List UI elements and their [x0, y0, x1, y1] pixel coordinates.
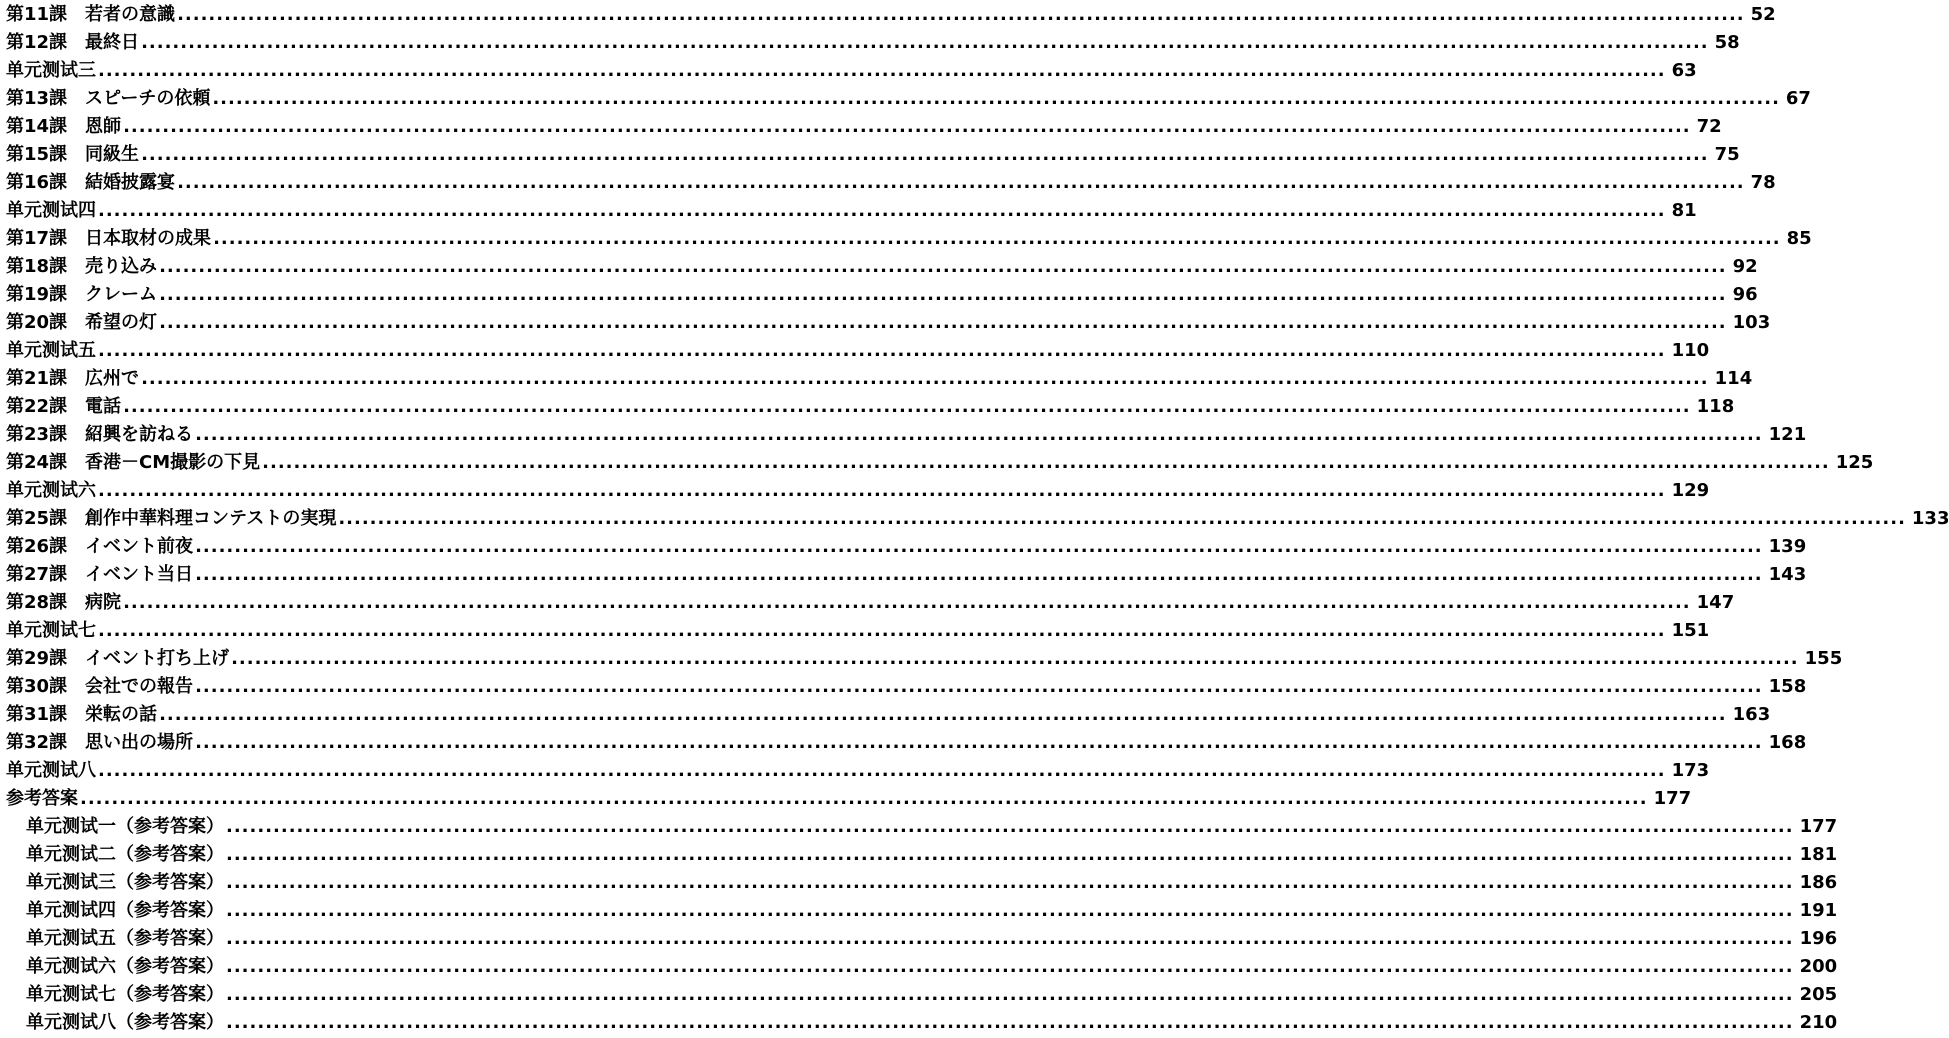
dot-leader: ........................................................................................................................................................................................................: [226, 956, 1794, 977]
dot-leader: ........................................................................................................................................................................................................: [226, 984, 1794, 1005]
dot-leader: ........................................................................................................................................................................................................: [141, 368, 1709, 389]
toc-entry[interactable]: [26, 981, 1838, 1009]
toc-entry[interactable]: [6, 57, 1697, 85]
dot-leader: ........................................................................................................................................................................................................: [213, 228, 1781, 249]
dot-leader: ........................................................................................................................................................................................................: [195, 676, 1763, 697]
toc-entry[interactable]: [6, 701, 1771, 729]
toc-entry-page-number: 158: [1768, 676, 1807, 697]
toc-entry[interactable]: [6, 169, 1776, 197]
toc-entry[interactable]: [26, 813, 1838, 841]
toc-entry-page-number: 205: [1799, 984, 1838, 1005]
dot-leader: ........................................................................................................................................................................................................: [98, 620, 1666, 641]
toc-entry-title: 第12課 最終日: [6, 32, 140, 53]
toc-entry-title: 第15課 同級生: [6, 144, 140, 165]
toc-entry-page-number: 133: [1911, 508, 1949, 529]
toc-entry-title: 单元测试八（参考答案）: [26, 1012, 224, 1033]
dot-leader: ........................................................................................................................................................................................................: [177, 4, 1745, 25]
toc-entry[interactable]: [6, 85, 1811, 113]
toc-entry-title: 单元测试一（参考答案）: [26, 816, 224, 837]
toc-entry-page-number: 177: [1653, 788, 1692, 809]
toc-entry-title: 参考答案: [6, 788, 78, 809]
toc-entry-title: 第18課 売り込み: [6, 256, 158, 277]
dot-leader: ........................................................................................................................................................................................................: [98, 760, 1666, 781]
toc-entry-page-number: 72: [1696, 116, 1722, 137]
toc-entry[interactable]: [6, 253, 1758, 281]
toc-entry-page-number: 125: [1835, 452, 1874, 473]
toc-entry[interactable]: [6, 505, 1949, 533]
toc-entry-title: 第14課 恩師: [6, 116, 122, 137]
dot-leader: ........................................................................................................................................................................................................: [195, 732, 1763, 753]
toc-entry-title: 单元测试七（参考答案）: [26, 984, 224, 1005]
toc-entry-page-number: 114: [1714, 368, 1753, 389]
toc-entry-title: 第16課 結婚披露宴: [6, 172, 176, 193]
toc-entry[interactable]: [6, 113, 1722, 141]
toc-entry-title: 第31課 栄転の話: [6, 704, 158, 725]
toc-entry-page-number: 163: [1732, 704, 1771, 725]
toc-entry[interactable]: [26, 953, 1838, 981]
toc-entry-title: 第24課 香港－CM撮影の下見: [6, 452, 261, 473]
toc-entry-title: 单元测试七: [6, 620, 96, 641]
toc-entry-page-number: 143: [1768, 564, 1807, 585]
toc-entry[interactable]: [6, 309, 1771, 337]
toc-entry-title: 第25課 創作中華料理コンテストの実現: [6, 508, 337, 529]
toc-entry-page-number: 96: [1732, 284, 1758, 305]
toc-entry-page-number: 75: [1714, 144, 1740, 165]
toc-entry-page-number: 210: [1799, 1012, 1838, 1033]
toc-entry-page-number: 52: [1750, 4, 1776, 25]
dot-leader: ........................................................................................................................................................................................................: [226, 844, 1794, 865]
toc-entry-title: 单元测试四（参考答案）: [26, 900, 224, 921]
toc-entry-page-number: 58: [1714, 32, 1740, 53]
toc-entry[interactable]: [26, 841, 1838, 869]
toc-entry-page-number: 200: [1799, 956, 1838, 977]
toc-entry-title: 第27課 イベント当日: [6, 564, 194, 585]
toc-entry[interactable]: [6, 785, 1692, 813]
dot-leader: ........................................................................................................................................................................................................: [98, 60, 1666, 81]
toc-entry-title: 单元测试四: [6, 200, 96, 221]
toc-entry-title: 单元测试六（参考答案）: [26, 956, 224, 977]
toc-entry-title: 单元测试五（参考答案）: [26, 928, 224, 949]
dot-leader: ........................................................................................................................................................................................................: [123, 116, 1691, 137]
toc-entry-page-number: 177: [1799, 816, 1838, 837]
toc-entry-title: 单元测试八: [6, 760, 96, 781]
dot-leader: ........................................................................................................................................................................................................: [338, 508, 1906, 529]
toc-entry[interactable]: [26, 1009, 1838, 1037]
toc-entry[interactable]: [26, 925, 1838, 953]
toc-entry-title: 第28課 病院: [6, 592, 122, 613]
dot-leader: ........................................................................................................................................................................................................: [159, 284, 1727, 305]
dot-leader: ........................................................................................................................................................................................................: [98, 200, 1666, 221]
toc-entry-title: 第20課 希望の灯: [6, 312, 158, 333]
toc-entry[interactable]: [6, 421, 1807, 449]
toc-entry[interactable]: [26, 897, 1838, 925]
toc-entry-page-number: 85: [1786, 228, 1812, 249]
dot-leader: ........................................................................................................................................................................................................: [159, 704, 1727, 725]
toc-entry[interactable]: [6, 645, 1843, 673]
dot-leader: ........................................................................................................................................................................................................: [226, 900, 1794, 921]
toc-entry[interactable]: [6, 449, 1874, 477]
toc-entry[interactable]: [6, 617, 1710, 645]
dot-leader: ........................................................................................................................................................................................................: [226, 928, 1794, 949]
dot-leader: ........................................................................................................................................................................................................: [80, 788, 1648, 809]
dot-leader: ........................................................................................................................................................................................................: [195, 424, 1763, 445]
toc-entry[interactable]: [6, 757, 1710, 785]
toc-entry-page-number: 67: [1785, 88, 1811, 109]
toc-entry-page-number: 196: [1799, 928, 1838, 949]
toc-entry[interactable]: [6, 589, 1735, 617]
toc-entry[interactable]: [6, 477, 1710, 505]
dot-leader: ........................................................................................................................................................................................................: [159, 312, 1727, 333]
toc-entry[interactable]: [6, 225, 1812, 253]
toc-entry[interactable]: [6, 673, 1807, 701]
dot-leader: ........................................................................................................................................................................................................: [141, 144, 1709, 165]
toc-entry-title: 第13課 スピーチの依頼: [6, 88, 211, 109]
toc-entry-page-number: 121: [1768, 424, 1807, 445]
dot-leader: ........................................................................................................................................................................................................: [123, 396, 1691, 417]
dot-leader: ........................................................................................................................................................................................................: [231, 648, 1799, 669]
toc-entry-title: 单元测试二（参考答案）: [26, 844, 224, 865]
dot-leader: ........................................................................................................................................................................................................: [195, 536, 1763, 557]
toc-entry-page-number: 118: [1696, 396, 1735, 417]
toc-entry[interactable]: [6, 561, 1807, 589]
toc-entry-title: 第17課 日本取材の成果: [6, 228, 212, 249]
toc-entry-page-number: 78: [1750, 172, 1776, 193]
toc-entry[interactable]: [6, 393, 1735, 421]
toc-entry-page-number: 147: [1696, 592, 1735, 613]
dot-leader: ........................................................................................................................................................................................................: [226, 1012, 1794, 1033]
dot-leader: ........................................................................................................................................................................................................: [177, 172, 1745, 193]
dot-leader: ........................................................................................................................................................................................................: [98, 480, 1666, 501]
toc-entry-title: 第21課 広州で: [6, 368, 140, 389]
toc-entry[interactable]: [6, 29, 1740, 57]
dot-leader: ........................................................................................................................................................................................................: [212, 88, 1780, 109]
toc-entry-title: 第32課 思い出の場所: [6, 732, 194, 753]
dot-leader: ........................................................................................................................................................................................................: [141, 32, 1709, 53]
toc-entry[interactable]: [6, 365, 1753, 393]
toc-entry-page-number: 63: [1671, 60, 1697, 81]
toc-entry-title: 单元测试三（参考答案）: [26, 872, 224, 893]
dot-leader: ........................................................................................................................................................................................................: [123, 592, 1691, 613]
toc-entry[interactable]: [6, 197, 1697, 225]
toc-entry-title: 第23課 紹興を訪ねる: [6, 424, 194, 445]
toc-entry-title: 第19課 クレーム: [6, 284, 158, 305]
toc-entry-title: 第30課 会社での報告: [6, 676, 194, 697]
toc-entry-page-number: 139: [1768, 536, 1807, 557]
toc-entry-title: 第29課 イベント打ち上げ: [6, 648, 230, 669]
toc-entry-page-number: 92: [1732, 256, 1758, 277]
toc-entry-title: 单元测试三: [6, 60, 96, 81]
dot-leader: ........................................................................................................................................................................................................: [226, 872, 1794, 893]
dot-leader: ........................................................................................................................................................................................................: [226, 816, 1794, 837]
toc-entry-title: 第22課 電話: [6, 396, 122, 417]
toc-entry[interactable]: [6, 141, 1740, 169]
dot-leader: ........................................................................................................................................................................................................: [159, 256, 1727, 277]
toc-entry-page-number: 173: [1671, 760, 1710, 781]
toc-entry[interactable]: [6, 281, 1758, 309]
toc-entry-page-number: 151: [1671, 620, 1710, 641]
toc-entry-title: 单元测试六: [6, 480, 96, 501]
toc-entry-page-number: 186: [1799, 872, 1838, 893]
toc-entry-page-number: 103: [1732, 312, 1771, 333]
toc-entry-page-number: 168: [1768, 732, 1807, 753]
toc-entry-page-number: 191: [1799, 900, 1838, 921]
toc-entry[interactable]: [6, 533, 1807, 561]
dot-leader: ........................................................................................................................................................................................................: [262, 452, 1830, 473]
toc-entry-title: 第11課 若者の意識: [6, 4, 176, 25]
toc-entry[interactable]: [6, 729, 1807, 757]
toc-entry-title: 单元测试五: [6, 340, 96, 361]
toc-entry-page-number: 129: [1671, 480, 1710, 501]
dot-leader: ........................................................................................................................................................................................................: [98, 340, 1666, 361]
toc-entry-page-number: 81: [1671, 200, 1697, 221]
toc-entry[interactable]: [26, 869, 1838, 897]
toc-entry-page-number: 155: [1804, 648, 1843, 669]
toc-entry[interactable]: [6, 337, 1710, 365]
toc-entry[interactable]: [6, 1, 1776, 29]
toc-entry-title: 第26課 イベント前夜: [6, 536, 194, 557]
toc-entry-page-number: 181: [1799, 844, 1838, 865]
dot-leader: ........................................................................................................................................................................................................: [195, 564, 1763, 585]
toc-entry-page-number: 110: [1671, 340, 1710, 361]
